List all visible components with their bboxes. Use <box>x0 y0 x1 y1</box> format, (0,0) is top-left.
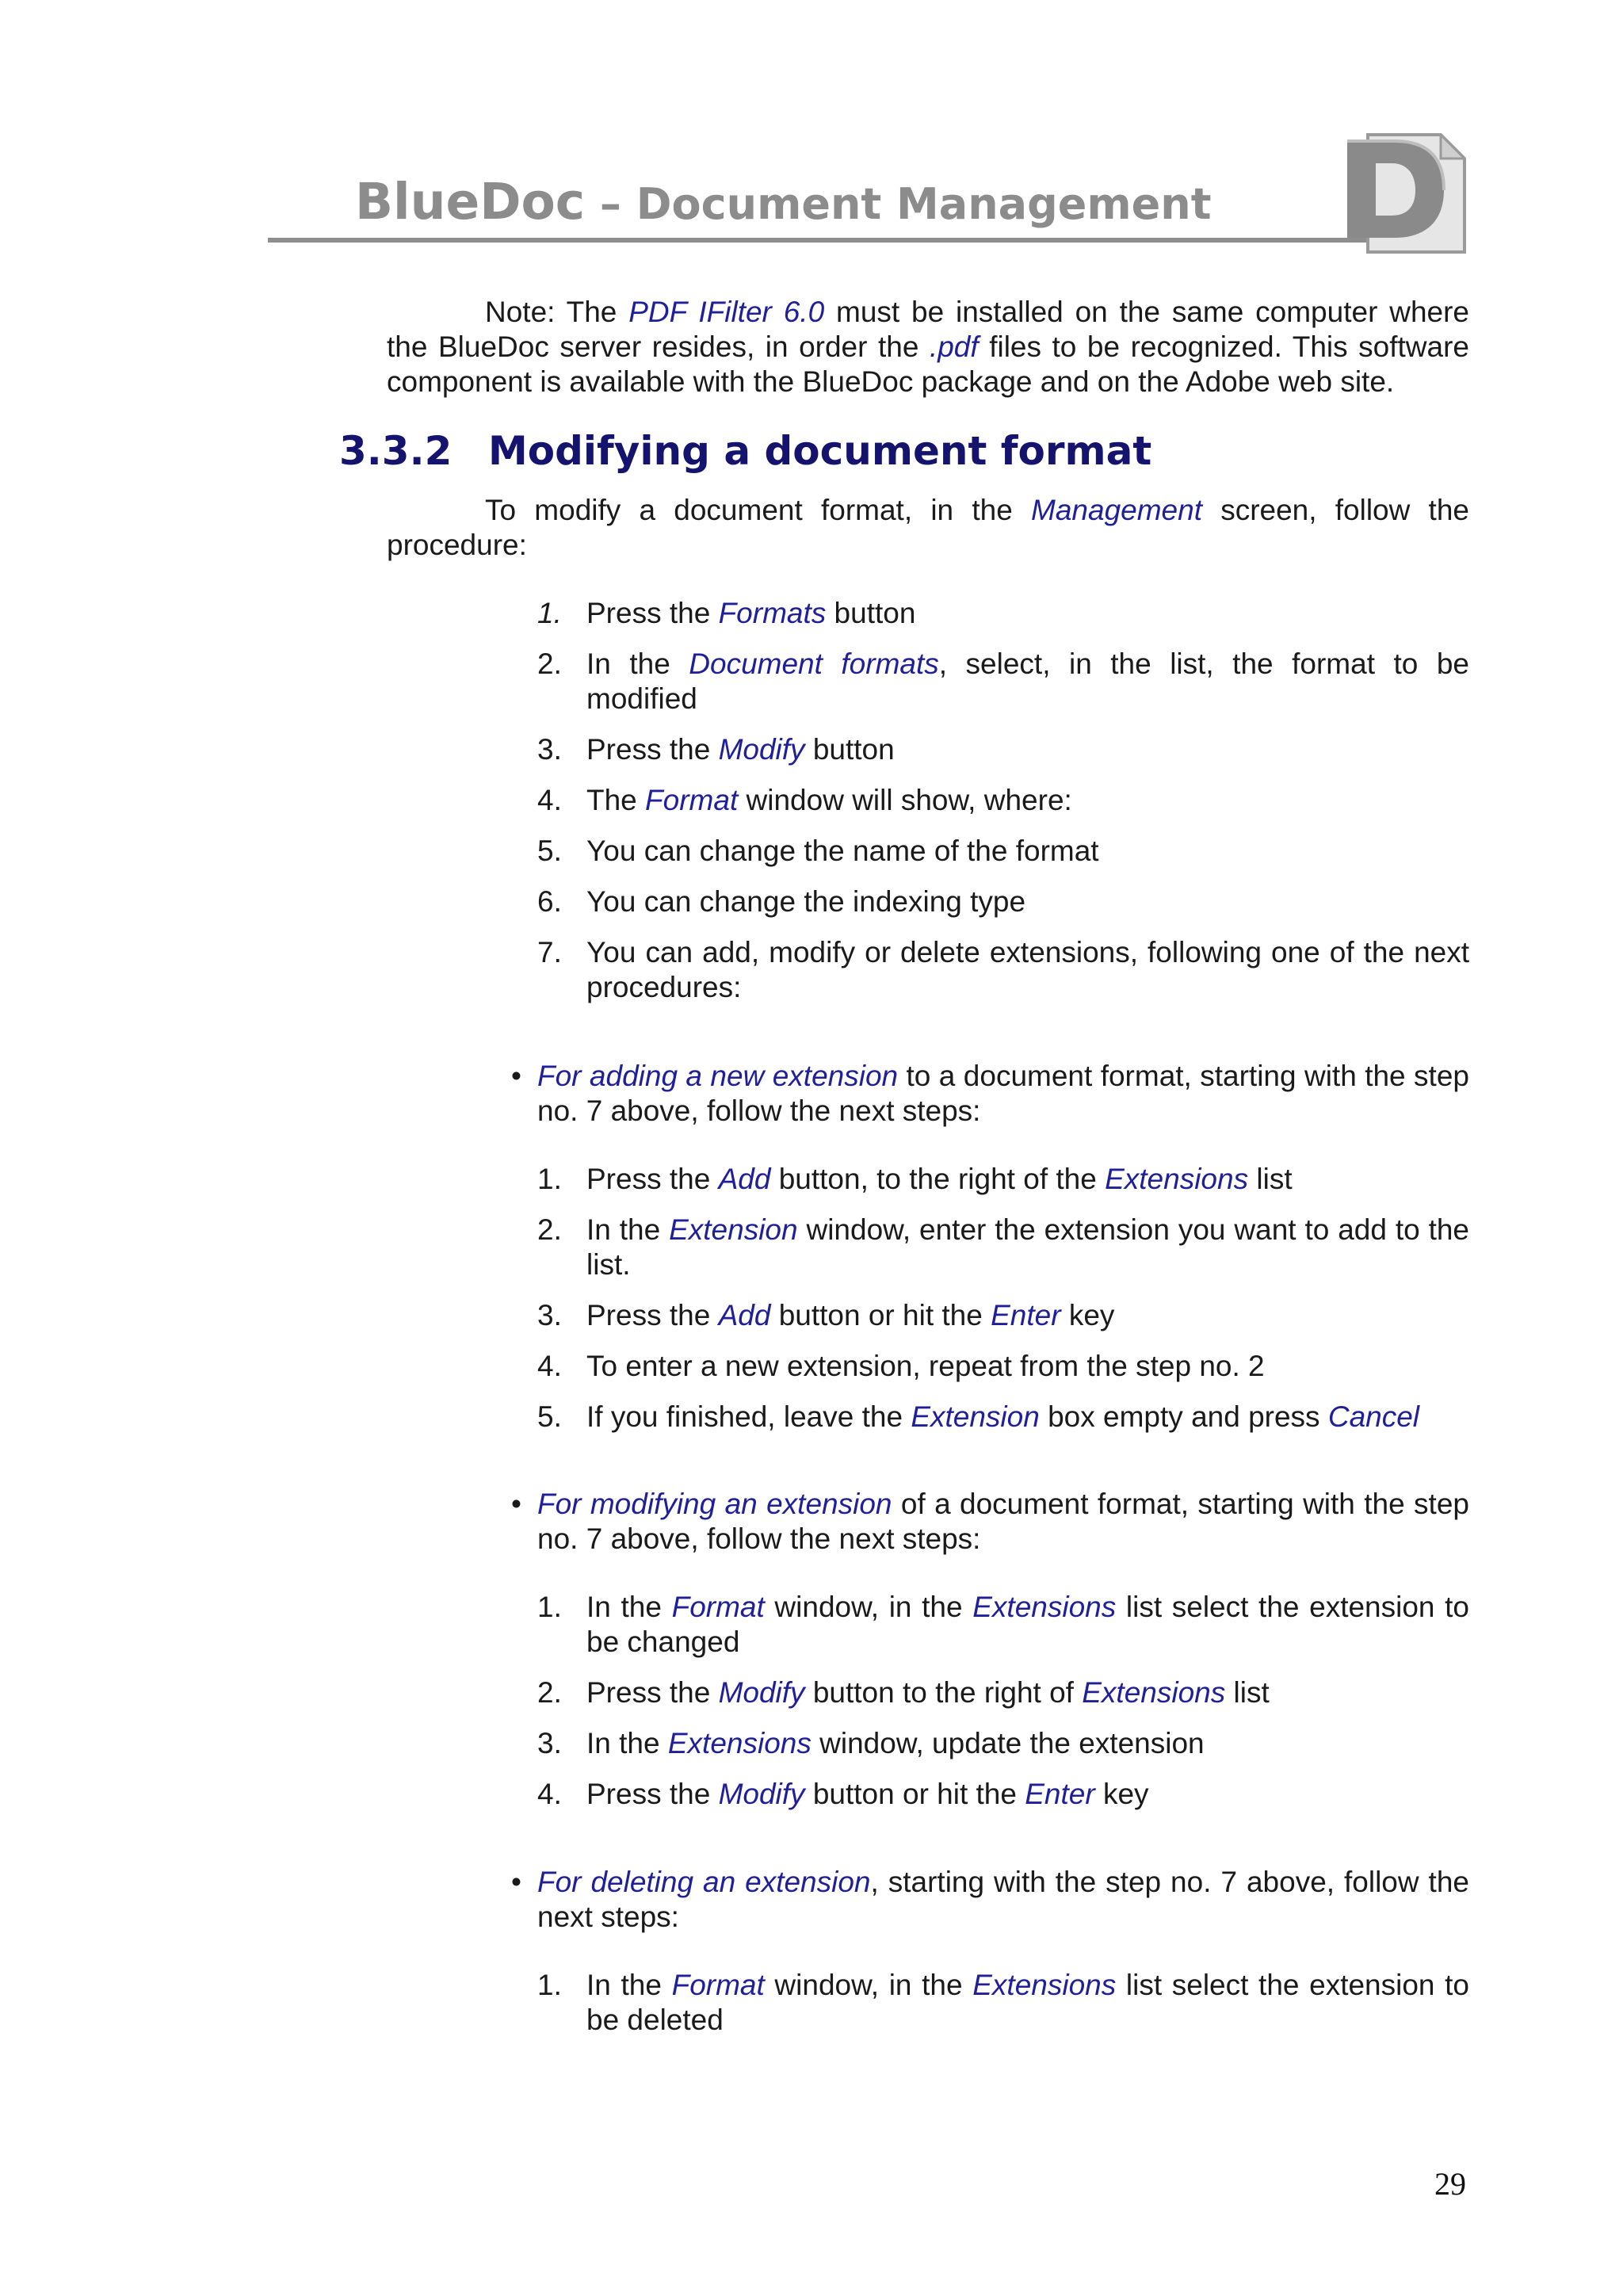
list-item-number: 2. <box>537 1676 562 1709</box>
list-item <box>537 1162 1469 1197</box>
text-run: button to the right of <box>804 1676 1083 1709</box>
ui-term: PDF IFilter 6.0 <box>628 296 825 328</box>
ui-term: For adding a new extension <box>537 1060 899 1092</box>
ui-term: Enter <box>1025 1778 1095 1810</box>
bullet-delete-extension <box>511 1865 1469 1935</box>
list-item <box>537 1298 1469 1333</box>
ui-term: Management <box>1031 494 1202 526</box>
list-item-text <box>586 1400 1469 1435</box>
section-heading <box>339 428 1151 474</box>
text-run: The <box>586 784 646 816</box>
text-run: button or hit the <box>804 1778 1025 1810</box>
text-run: In the <box>586 1591 672 1623</box>
list-item-number: 5. <box>537 835 562 867</box>
text-run: , starting with the step no. 7 above, follow the next steps: <box>537 1866 1469 1933</box>
ui-term: Document formats <box>689 648 939 680</box>
list-item-number: 4. <box>537 784 562 816</box>
bullet-add-extension <box>511 1059 1469 1129</box>
list-item <box>537 647 1469 716</box>
ui-term: Extension <box>911 1400 1040 1433</box>
list-item <box>537 783 1469 818</box>
list-item-text <box>586 1777 1469 1812</box>
list-item <box>537 1675 1469 1710</box>
text-run: list <box>1248 1163 1293 1195</box>
list-item-text <box>586 935 1469 1005</box>
header-rule <box>268 238 1375 243</box>
text-run: button <box>804 733 895 766</box>
text-run: Press the <box>586 733 719 766</box>
ui-term: Formats <box>718 597 827 629</box>
text-run: button <box>826 597 916 629</box>
text-run: of a document format, starting with the step no. 7 above, follow the next steps: <box>537 1488 1469 1555</box>
text-run: box empty and press <box>1039 1400 1328 1433</box>
list-item-text <box>586 1162 1469 1197</box>
ui-term: Enter <box>991 1299 1061 1331</box>
ui-term: Modify <box>718 733 805 766</box>
list-item <box>537 1590 1469 1660</box>
text-run: In the <box>586 1969 672 2001</box>
section-number: 3.3.2 <box>339 428 453 474</box>
list-item-number: 4. <box>537 1778 562 1810</box>
text-run: In the <box>586 1213 670 1246</box>
text-run: Note: The <box>485 296 629 328</box>
bluedoc-logo-icon <box>1346 133 1466 254</box>
list-item-text <box>586 884 1469 919</box>
ui-term: Extensions <box>667 1727 812 1759</box>
text-run: In the <box>586 1727 668 1759</box>
text-run: Press the <box>586 1778 719 1810</box>
ui-term: Add <box>718 1299 771 1331</box>
ui-term: Extensions <box>1082 1676 1226 1709</box>
list-item-number: 1. <box>537 597 562 629</box>
brand-name: BlueDoc <box>355 173 586 231</box>
list-item-number: 1. <box>537 1163 562 1195</box>
ui-term: For deleting an extension <box>537 1866 871 1898</box>
text-run: screen, follow the procedure: <box>387 494 1469 561</box>
text-run: Press the <box>586 1299 719 1331</box>
text-run: button, to the right of the <box>770 1163 1106 1195</box>
text-run: window, in the <box>764 1969 973 2001</box>
ui-term: Modify <box>718 1778 805 1810</box>
bullet-symbol: • <box>511 1866 521 1898</box>
text-run: To modify a document format, in the <box>485 494 1032 526</box>
text-run: To enter a new extension, repeat from the step no. 2 <box>586 1350 1265 1382</box>
intro-paragraph <box>387 493 1469 563</box>
list-item-text <box>586 1590 1469 1660</box>
list-item-number: 1. <box>537 1969 562 2001</box>
text-run: You can add, modify or delete extensions, following one of the next procedures: <box>586 936 1469 1003</box>
note-paragraph <box>387 295 1469 399</box>
document-header-title <box>355 173 1212 231</box>
list-item-number: 1. <box>537 1591 562 1623</box>
list-item <box>537 1777 1469 1812</box>
list-item-number: 6. <box>537 885 562 918</box>
text-run: to a document format, starting with the step no. 7 above, follow the next steps: <box>537 1060 1469 1127</box>
text-run: If you finished, leave the <box>586 1400 911 1433</box>
list-item-text <box>586 834 1469 869</box>
text-run: In the <box>586 648 689 680</box>
text-run: window, in the <box>764 1591 973 1623</box>
text-run: Press the <box>586 1163 719 1195</box>
text-run: Press the <box>586 597 719 629</box>
list-item-number: 4. <box>537 1350 562 1382</box>
bullet-modify-extension <box>511 1487 1469 1557</box>
text-run: window will show, where: <box>738 784 1072 816</box>
list-item <box>537 935 1469 1005</box>
text-run: window, update the extension <box>811 1727 1205 1759</box>
list-item <box>537 1213 1469 1282</box>
text-run: button or hit the <box>770 1299 991 1331</box>
text-run: files to be recognized. This software component is available with the BlueDoc package and on the Adobe web site. <box>387 330 1469 398</box>
ui-term: Add <box>718 1163 771 1195</box>
list-item <box>537 1726 1469 1761</box>
list-item-number: 5. <box>537 1400 562 1433</box>
list-item-text <box>586 1675 1469 1710</box>
text-run: key <box>1094 1778 1149 1810</box>
list-item-text <box>586 1968 1469 2038</box>
text-run: list <box>1225 1676 1270 1709</box>
list-item <box>537 884 1469 919</box>
text-run: , select, in the list, the format to be modified <box>586 648 1469 715</box>
list-item <box>537 1400 1469 1435</box>
ui-term: Format <box>671 1591 765 1623</box>
list-item-text <box>586 596 1469 631</box>
ui-term: .pdf <box>929 330 979 363</box>
list-item-number: 2. <box>537 1213 562 1246</box>
section-title: Modifying a document format <box>488 428 1152 474</box>
ui-term: Format <box>671 1969 765 2001</box>
bullet-symbol: • <box>511 1488 521 1520</box>
ui-term: Extensions <box>972 1969 1117 2001</box>
list-item-text <box>586 783 1469 818</box>
ui-term: Cancel <box>1327 1400 1420 1433</box>
list-item <box>537 834 1469 869</box>
text-run: You can change the indexing type <box>586 885 1026 918</box>
list-item-text <box>586 732 1469 767</box>
text-run: window, enter the extension you want to add to the list. <box>586 1213 1470 1281</box>
list-item-number: 2. <box>537 648 562 680</box>
list-item <box>537 1968 1469 2038</box>
ui-term: Extensions <box>972 1591 1117 1623</box>
bullet-symbol: • <box>511 1060 521 1092</box>
text-run: key <box>1060 1299 1115 1331</box>
text-run: Press the <box>586 1676 719 1709</box>
list-item-number: 3. <box>537 733 562 766</box>
header-subtitle: – Document Management <box>585 179 1212 229</box>
list-item-text <box>586 1213 1469 1282</box>
list-item-number: 3. <box>537 1299 562 1331</box>
list-item <box>537 1349 1469 1384</box>
text-run: list select the extension to be deleted <box>586 1969 1470 2036</box>
text-run: You can change the name of the format <box>586 835 1099 867</box>
ui-term: Extension <box>669 1213 798 1246</box>
list-item-number: 3. <box>537 1727 562 1759</box>
ui-term: Format <box>645 784 739 816</box>
list-item <box>537 596 1469 631</box>
list-item-text <box>586 647 1469 716</box>
list-item-text <box>586 1349 1469 1384</box>
page-number: 29 <box>1434 2166 1466 2202</box>
text-run: list select the extension to be changed <box>586 1591 1470 1658</box>
ui-term: For modifying an extension <box>537 1488 892 1520</box>
list-item-number: 7. <box>537 936 562 968</box>
ui-term: Extensions <box>1105 1163 1249 1195</box>
list-item-text <box>586 1298 1469 1333</box>
list-item <box>537 732 1469 767</box>
ui-term: Modify <box>718 1676 805 1709</box>
list-item-text <box>586 1726 1469 1761</box>
text-run: must be installed on the same computer where the BlueDoc server resides, in order the <box>387 296 1470 363</box>
